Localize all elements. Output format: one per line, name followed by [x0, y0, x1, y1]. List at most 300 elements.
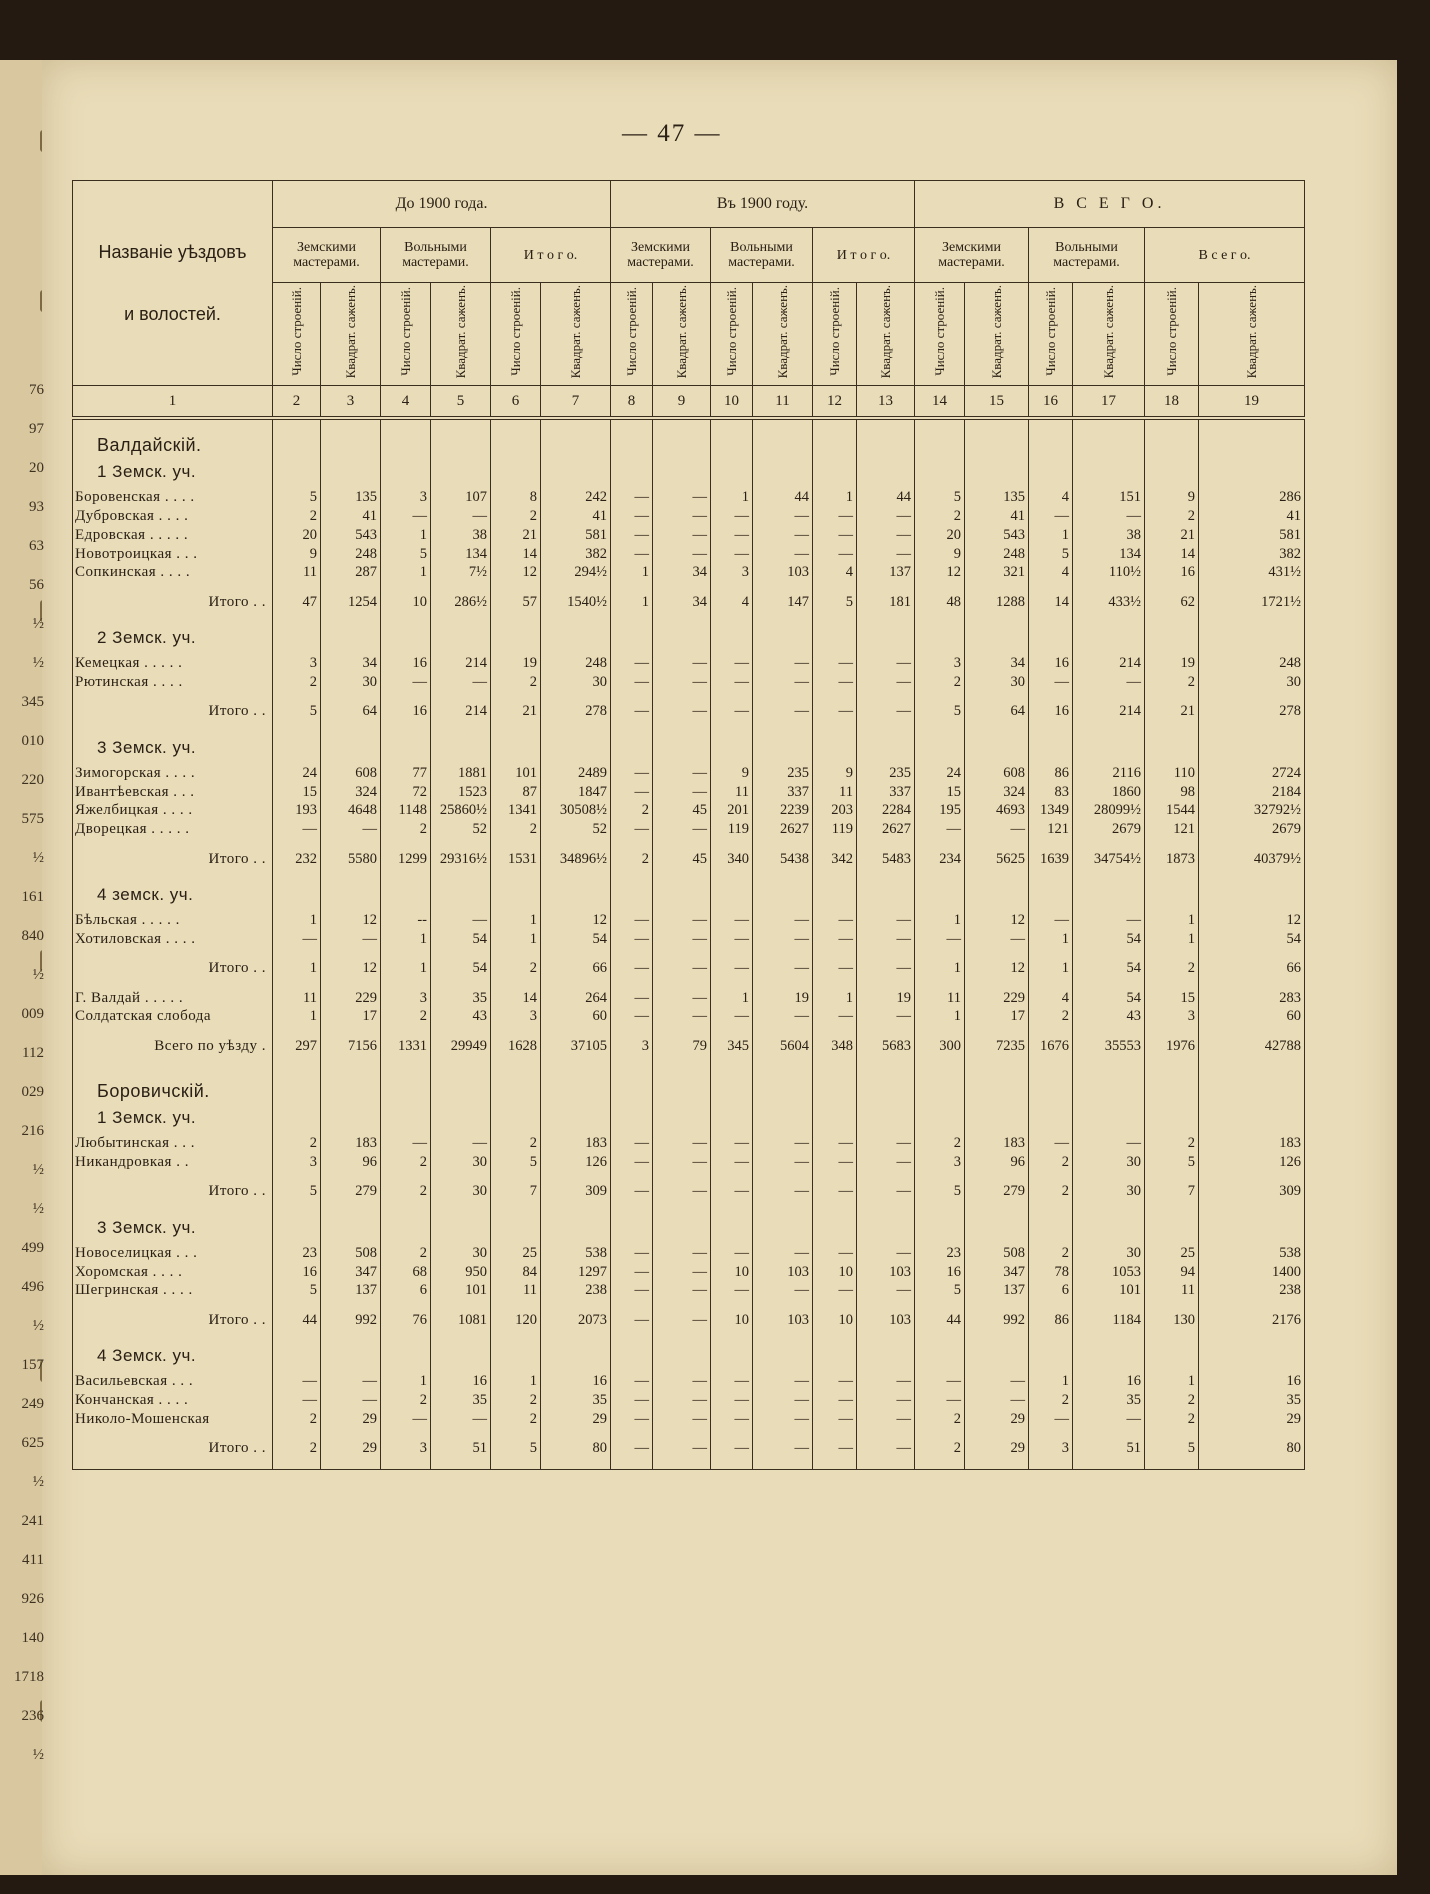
table-cell: —: [321, 1372, 381, 1391]
table-cell: —: [653, 1263, 711, 1282]
row-label: Всего по уѣзду .: [73, 1026, 273, 1066]
table-cell: [813, 622, 857, 654]
total-row: [73, 1172, 1305, 1212]
table-cell: 248: [541, 654, 611, 673]
table-cell: 19: [753, 989, 813, 1008]
table-cell: —: [753, 1282, 813, 1301]
header-area-label: Квадрат. саженъ.: [774, 285, 790, 379]
table-cell: [321, 732, 381, 764]
table-cell: 1: [1145, 911, 1199, 930]
row-label: Яжелбицкая . . . .: [73, 802, 273, 821]
table-cell: 538: [541, 1244, 611, 1263]
table-cell: 16: [1199, 1372, 1305, 1391]
table-cell: 242: [541, 488, 611, 507]
table-cell: [1029, 1212, 1073, 1244]
table-cell: 72: [381, 783, 431, 802]
margin-fragment: 220: [21, 772, 44, 788]
table-cell: 278: [1199, 692, 1305, 732]
table-cell: —: [1073, 1134, 1145, 1153]
table-cell: 5: [273, 692, 321, 732]
table-cell: [653, 1340, 711, 1372]
table-cell: —: [611, 783, 653, 802]
table-cell: —: [273, 820, 321, 839]
table-cell: 30: [321, 673, 381, 692]
column-number: 6: [491, 386, 541, 419]
table-cell: 41: [541, 507, 611, 526]
table-cell: 103: [753, 1263, 813, 1282]
table-cell: 16: [541, 1372, 611, 1391]
table-cell: [1073, 456, 1145, 488]
row-label: Никандровкая . .: [73, 1153, 273, 1172]
table-cell: [491, 1066, 541, 1102]
table-cell: —: [653, 1134, 711, 1153]
table-cell: 10: [711, 1300, 753, 1340]
table-cell: 12: [1199, 911, 1305, 930]
table-cell: —: [653, 1172, 711, 1212]
row-label: Г. Валдай . . . . .: [73, 989, 273, 1008]
table-cell: —: [857, 507, 915, 526]
table-cell: 57: [491, 582, 541, 622]
table-cell: [711, 1212, 753, 1244]
header-area-label: Квадрат. саженъ.: [567, 285, 583, 379]
table-row: [73, 654, 1305, 673]
table-cell: 94: [1145, 1263, 1199, 1282]
table-cell: [321, 879, 381, 911]
table-cell: [381, 622, 431, 654]
district-name: Боровичскій.: [73, 1066, 273, 1102]
table-cell: [541, 456, 611, 488]
table-cell: 78: [1029, 1263, 1073, 1282]
table-cell: 29: [541, 1410, 611, 1429]
table-cell: [1199, 879, 1305, 911]
table-cell: 2: [381, 820, 431, 839]
header-count-label: Число строеній.: [931, 287, 947, 377]
table-cell: 1148: [381, 802, 431, 821]
header-count-cell: [813, 283, 857, 386]
table-cell: 2: [381, 1008, 431, 1027]
table-cell: —: [611, 930, 653, 949]
table-cell: 1: [1029, 949, 1073, 989]
table-cell: 16: [431, 1372, 491, 1391]
table-cell: 1544: [1145, 802, 1199, 821]
table-cell: 103: [753, 564, 813, 583]
table-row: [73, 488, 1305, 507]
table-cell: 214: [1073, 692, 1145, 732]
table-cell: [1145, 622, 1199, 654]
row-label: Шегринская . . . .: [73, 1282, 273, 1301]
table-cell: —: [915, 1372, 965, 1391]
table-cell: —: [653, 1410, 711, 1429]
table-cell: 43: [431, 1008, 491, 1027]
table-cell: [857, 1066, 915, 1102]
table-cell: 45: [653, 839, 711, 879]
table-row: [73, 1153, 1305, 1172]
table-cell: [857, 879, 915, 911]
table-cell: [857, 622, 915, 654]
table-cell: 19: [491, 654, 541, 673]
table-cell: —: [611, 1008, 653, 1027]
table-cell: —: [711, 545, 753, 564]
table-cell: [915, 1066, 965, 1102]
header-column-numbers: [73, 386, 1305, 419]
table-row: [73, 1263, 1305, 1282]
table-cell: 183: [321, 1134, 381, 1153]
table-cell: —: [611, 654, 653, 673]
table-cell: 581: [541, 526, 611, 545]
table-body: [73, 418, 1305, 1469]
header-period-total: В С Е Г О.: [915, 181, 1305, 228]
table-cell: 23: [915, 1244, 965, 1263]
table-cell: [381, 1340, 431, 1372]
column-number: 10: [711, 386, 753, 419]
table-cell: —: [653, 545, 711, 564]
header-area-cell: [1073, 283, 1145, 386]
table-cell: [1145, 1212, 1199, 1244]
table-cell: 7½: [431, 564, 491, 583]
table-cell: —: [857, 1391, 915, 1410]
table-cell: 337: [857, 783, 915, 802]
table-cell: [965, 418, 1029, 456]
table-cell: 3: [381, 488, 431, 507]
table-cell: 24: [273, 764, 321, 783]
table-cell: —: [611, 1263, 653, 1282]
table-cell: 16: [1145, 564, 1199, 583]
table-cell: 54: [1073, 930, 1145, 949]
table-cell: —: [915, 1391, 965, 1410]
column-number: 16: [1029, 386, 1073, 419]
table-cell: 2: [491, 1134, 541, 1153]
table-cell: 135: [321, 488, 381, 507]
table-cell: 1: [711, 488, 753, 507]
table-row: [73, 564, 1305, 583]
table-row: [73, 820, 1305, 839]
table-cell: 14: [1029, 582, 1073, 622]
table-cell: 543: [965, 526, 1029, 545]
table-cell: [611, 622, 653, 654]
table-cell: [1199, 1212, 1305, 1244]
header-area-cell: [541, 283, 611, 386]
table-cell: 2: [1029, 1172, 1073, 1212]
table-cell: [915, 418, 965, 456]
table-row: [73, 764, 1305, 783]
table-cell: —: [813, 545, 857, 564]
margin-fragment: 010: [21, 733, 44, 749]
table-cell: 2: [491, 949, 541, 989]
table-cell: 286½: [431, 582, 491, 622]
margin-fragment: 241: [21, 1513, 44, 1529]
table-cell: —: [711, 1008, 753, 1027]
table-cell: —: [965, 1372, 1029, 1391]
table-cell: 2: [381, 1244, 431, 1263]
table-cell: 300: [915, 1026, 965, 1066]
table-cell: 183: [1199, 1134, 1305, 1153]
table-cell: 1: [381, 949, 431, 989]
table-cell: 2116: [1073, 764, 1145, 783]
row-label: Бѣльская . . . . .: [73, 911, 273, 930]
table-cell: 2: [1145, 507, 1199, 526]
table-cell: —: [965, 820, 1029, 839]
table-cell: 2184: [1199, 783, 1305, 802]
table-cell: 30: [1073, 1172, 1145, 1212]
table-cell: —: [753, 545, 813, 564]
table-cell: —: [653, 526, 711, 545]
table-cell: [431, 1340, 491, 1372]
table-cell: [541, 732, 611, 764]
table-cell: 19: [857, 989, 915, 1008]
table-cell: [491, 1340, 541, 1372]
table-cell: 52: [541, 820, 611, 839]
table-cell: —: [711, 692, 753, 732]
table-cell: [711, 622, 753, 654]
table-cell: [915, 1340, 965, 1372]
table-cell: 21: [491, 692, 541, 732]
table-cell: 119: [711, 820, 753, 839]
table-cell: —: [915, 930, 965, 949]
table-cell: 7: [491, 1172, 541, 1212]
table-cell: [381, 418, 431, 456]
table-cell: 80: [541, 1429, 611, 1470]
table-cell: 76: [381, 1300, 431, 1340]
table-cell: [653, 456, 711, 488]
column-number: 2: [273, 386, 321, 419]
table-cell: —: [965, 1391, 1029, 1410]
header-count-label: Число строеній.: [826, 287, 842, 377]
table-cell: [611, 879, 653, 911]
table-cell: 1: [611, 564, 653, 583]
header-period-before-1900: До 1900 года.: [273, 181, 611, 228]
table-cell: 287: [321, 564, 381, 583]
table-cell: 433½: [1073, 582, 1145, 622]
table-cell: 5: [381, 545, 431, 564]
table-cell: —: [965, 930, 1029, 949]
table-cell: 1860: [1073, 783, 1145, 802]
table-cell: 9: [813, 764, 857, 783]
margin-fragment: 76: [29, 382, 44, 398]
table-cell: —: [653, 930, 711, 949]
table-cell: 35: [431, 1391, 491, 1410]
table-cell: [321, 1102, 381, 1134]
table-cell: —: [711, 526, 753, 545]
table-cell: [431, 1212, 491, 1244]
table-cell: 15: [1145, 989, 1199, 1008]
table-cell: 286: [1199, 488, 1305, 507]
table-cell: 5: [1029, 545, 1073, 564]
table-cell: 15: [273, 783, 321, 802]
table-cell: [1073, 622, 1145, 654]
row-label: Итого . .: [73, 839, 273, 879]
table-cell: 11: [273, 989, 321, 1008]
table-cell: 11: [273, 564, 321, 583]
table-cell: 2489: [541, 764, 611, 783]
table-cell: 5: [915, 1172, 965, 1212]
table-cell: 110: [1145, 764, 1199, 783]
uchastok-name: 2 Земск. уч.: [73, 622, 273, 654]
margin-fragment: 157: [21, 1357, 44, 1373]
table-cell: —: [753, 692, 813, 732]
table-cell: 238: [541, 1282, 611, 1301]
table-cell: 7235: [965, 1026, 1029, 1066]
table-cell: —: [857, 526, 915, 545]
column-number: 13: [857, 386, 915, 419]
header-area-label: Квадрат. саженъ.: [877, 285, 893, 379]
margin-fragment: 926: [21, 1591, 44, 1607]
table-cell: 107: [431, 488, 491, 507]
table-cell: —: [611, 949, 653, 989]
table-cell: —: [711, 1391, 753, 1410]
table-cell: [753, 622, 813, 654]
district-heading-row: [73, 1066, 1305, 1102]
table-row: [73, 673, 1305, 692]
district-heading-row: [73, 418, 1305, 456]
table-cell: —: [753, 930, 813, 949]
table-cell: [857, 1212, 915, 1244]
table-cell: [965, 456, 1029, 488]
column-number: 19: [1199, 386, 1305, 419]
table-cell: —: [711, 1372, 753, 1391]
table-cell: [1029, 879, 1073, 911]
table-cell: 2: [273, 507, 321, 526]
table-cell: —: [653, 1153, 711, 1172]
table-cell: 2176: [1199, 1300, 1305, 1340]
table-cell: 6: [1029, 1282, 1073, 1301]
table-cell: 2: [1145, 949, 1199, 989]
table-cell: [321, 456, 381, 488]
table-cell: 2: [381, 1172, 431, 1212]
header-count-cell: [611, 283, 653, 386]
table-cell: 87: [491, 783, 541, 802]
table-cell: 1: [1029, 526, 1073, 545]
table-cell: [813, 1066, 857, 1102]
table-cell: 11: [711, 783, 753, 802]
table-cell: [321, 1066, 381, 1102]
table-cell: 235: [857, 764, 915, 783]
table-cell: —: [753, 1372, 813, 1391]
table-cell: 1053: [1073, 1263, 1145, 1282]
table-cell: 7156: [321, 1026, 381, 1066]
row-label: Любытинская . . .: [73, 1134, 273, 1153]
header-area-cell: [965, 283, 1029, 386]
table-cell: 103: [857, 1263, 915, 1282]
table-cell: 581: [1199, 526, 1305, 545]
table-cell: 2: [915, 1134, 965, 1153]
table-cell: —: [711, 1429, 753, 1470]
uchastok-heading-row: [73, 456, 1305, 488]
margin-fragment: ½: [32, 1162, 44, 1178]
table-cell: 44: [273, 1300, 321, 1340]
table-cell: 238: [1199, 1282, 1305, 1301]
column-number: 9: [653, 386, 711, 419]
table-cell: 51: [1073, 1429, 1145, 1470]
table-cell: [813, 456, 857, 488]
table-cell: [711, 1102, 753, 1134]
table-cell: [381, 879, 431, 911]
table-cell: —: [753, 1244, 813, 1263]
table-cell: 347: [965, 1263, 1029, 1282]
table-cell: 2: [273, 673, 321, 692]
margin-fragment: ½: [32, 616, 44, 632]
table-cell: 1254: [321, 582, 381, 622]
table-cell: 37105: [541, 1026, 611, 1066]
column-number: 18: [1145, 386, 1199, 419]
table-cell: —: [1029, 673, 1073, 692]
table-cell: 195: [915, 802, 965, 821]
table-cell: 992: [965, 1300, 1029, 1340]
table-cell: —: [753, 673, 813, 692]
table-cell: 96: [321, 1153, 381, 1172]
table-cell: 7: [1145, 1172, 1199, 1212]
table-cell: 297: [273, 1026, 321, 1066]
header-count-label: Число строеній.: [397, 287, 413, 377]
table-cell: [491, 456, 541, 488]
uchastok-heading-row: [73, 1340, 1305, 1372]
table-cell: —: [381, 673, 431, 692]
table-cell: 79: [653, 1026, 711, 1066]
header-count-cell: [381, 283, 431, 386]
table-cell: 1: [381, 564, 431, 583]
table-cell: 1: [381, 1372, 431, 1391]
table-cell: [965, 622, 1029, 654]
table-cell: —: [711, 1172, 753, 1212]
table-cell: [1073, 1066, 1145, 1102]
table-cell: [431, 1066, 491, 1102]
table-cell: 137: [857, 564, 915, 583]
table-cell: 2: [273, 1134, 321, 1153]
table-cell: 1: [1029, 930, 1073, 949]
table-cell: 10: [813, 1300, 857, 1340]
table-cell: 10: [813, 1263, 857, 1282]
margin-fragment: 93: [29, 499, 44, 515]
table-cell: [1145, 1066, 1199, 1102]
table-cell: 1: [915, 911, 965, 930]
table-cell: 608: [965, 764, 1029, 783]
table-cell: [611, 1102, 653, 1134]
table-cell: 25: [491, 1244, 541, 1263]
table-cell: —: [653, 1282, 711, 1301]
header-volny-3: Вольными мастерами.: [1029, 228, 1145, 283]
table-cell: 1: [491, 911, 541, 930]
table-cell: 321: [965, 564, 1029, 583]
table-cell: —: [857, 1410, 915, 1429]
table-cell: 382: [1199, 545, 1305, 564]
table-cell: 2: [1029, 1391, 1073, 1410]
header-area-cell: [753, 283, 813, 386]
table-cell: 83: [1029, 783, 1073, 802]
table-cell: 77: [381, 764, 431, 783]
table-cell: 279: [321, 1172, 381, 1212]
table-cell: 1881: [431, 764, 491, 783]
table-row: [73, 1282, 1305, 1301]
table-cell: 48: [915, 582, 965, 622]
table-cell: 2: [1145, 1410, 1199, 1429]
table-cell: [321, 1212, 381, 1244]
column-number: 11: [753, 386, 813, 419]
table-cell: 1: [813, 989, 857, 1008]
margin-fragment: ½: [32, 655, 44, 671]
table-cell: —: [611, 820, 653, 839]
margin-fragment: 236: [21, 1708, 44, 1724]
table-cell: —: [857, 1429, 915, 1470]
table-cell: —: [381, 1134, 431, 1153]
table-cell: [1029, 622, 1073, 654]
total-row: [73, 1026, 1305, 1066]
table-cell: 96: [965, 1153, 1029, 1172]
table-cell: —: [753, 1008, 813, 1027]
table-cell: —: [611, 1372, 653, 1391]
table-cell: [1029, 418, 1073, 456]
table-cell: 38: [431, 526, 491, 545]
table-cell: 235: [753, 764, 813, 783]
table-cell: 16: [273, 1263, 321, 1282]
